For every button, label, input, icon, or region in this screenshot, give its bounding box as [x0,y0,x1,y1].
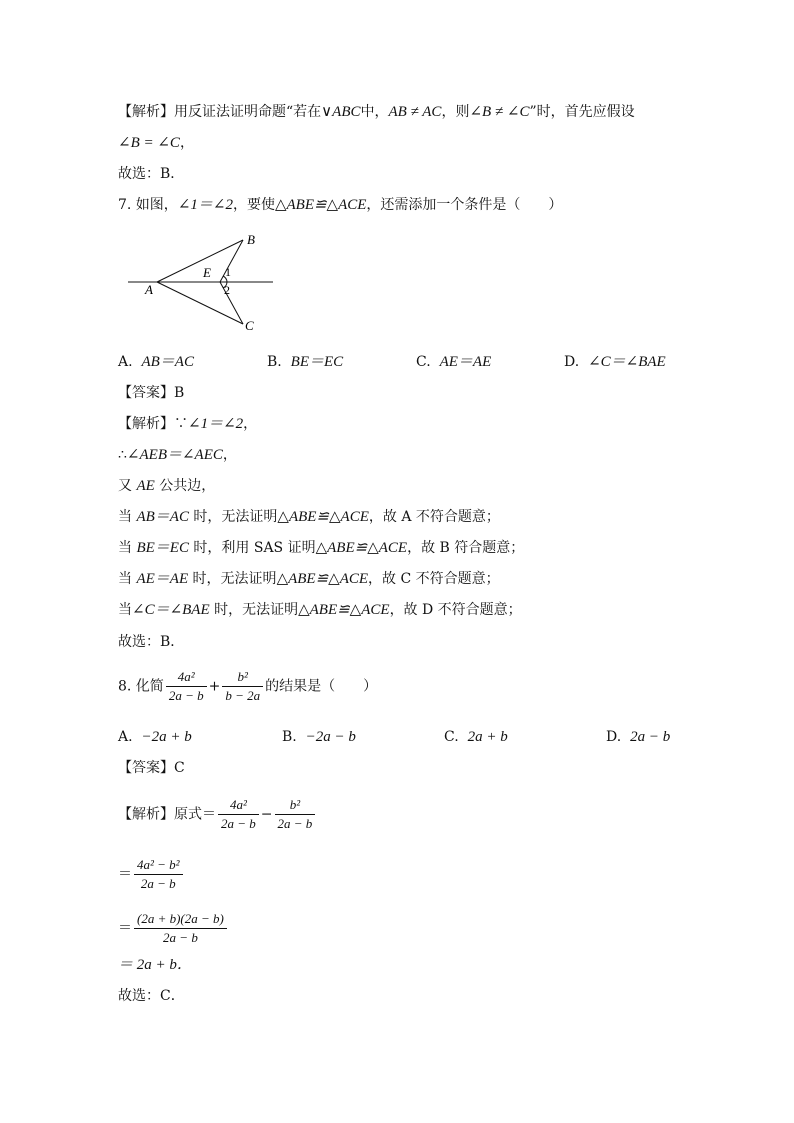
text: 时，无法证明 [209,602,299,618]
label-angle-2: 2 [224,283,230,297]
text: ，故 B 符合题意； [407,540,525,556]
q8-option-a[interactable] [118,727,192,747]
q7-stem [118,195,562,215]
text: 当 [118,540,137,556]
math: ∠AEB＝∠AEC [126,447,223,463]
text: ，则 [441,104,470,120]
text: 【解析】原式＝ [118,806,216,823]
q7-conclusion: 故选：B． [118,634,185,650]
math-inequality: AB ≠ AC [388,104,442,120]
fraction [166,668,207,705]
q8-sol-step1 [118,796,317,833]
denominator: 2a − b [218,814,259,833]
fraction [134,910,227,947]
text: 当 [118,602,132,618]
q7-sol-line [118,538,524,558]
option-letter: A. [118,729,133,745]
option-letter: D. [606,729,622,745]
option-text: −2a + b [141,729,192,745]
text: ， [222,447,237,463]
text: ， [179,135,194,151]
q6-conclusion: 故选：B． [118,166,185,182]
math: ∠C＝∠BAE [132,602,210,618]
q6-analysis-line1 [118,102,635,122]
q8-option-d[interactable] [606,727,670,747]
math: △ABE≌△ACE [276,571,369,587]
q8-answer: 【答案】C [118,760,185,776]
q8-sol-step2 [118,856,185,893]
q7-option-b[interactable] [267,352,343,372]
label-B: B [247,232,255,247]
segment-AC [157,282,243,324]
option-letter: B. [282,729,297,745]
math: AE＝AE [136,571,189,587]
operator: − [260,806,273,823]
numerator: (2a + b)(2a − b) [137,911,224,926]
option-letter: D. [564,354,580,370]
text: 中， [360,104,389,120]
text: ， [243,416,258,432]
text: ，故 D 不符合题意； [389,602,522,618]
text: ∴ [118,447,127,463]
q7-answer: 【答案】B [118,385,185,401]
q8-number: 8. 化简 [118,678,164,695]
fraction [218,796,259,833]
label-E: E [203,265,211,280]
q6-analysis-text: 【解析】用反证法证明命题“若在 [118,104,322,120]
text: 时，无法证明 [188,509,278,525]
label-A: A [145,282,153,297]
q6-analysis-line2 [118,133,194,153]
math: △ABE≌△ACE [277,509,369,525]
math-angle-equality: ∠1＝∠2 [177,197,233,213]
math: △ABE≌△ACE [315,540,408,556]
math: AB＝AC [136,509,189,525]
text: 的结果是（ ） [265,678,378,695]
math: ∠1＝∠2 [188,416,244,432]
text: 当 [118,571,137,587]
text: 时，利用 SAS 证明 [188,540,316,556]
q8-option-b[interactable] [282,727,356,747]
text: 公共边， [154,478,216,494]
text: 【解析】∵ [118,416,188,432]
math: BE＝EC [136,540,189,556]
denominator: b − 2a [222,686,263,705]
equals: ＝ [118,920,132,937]
option-letter: C. [416,354,431,370]
q7-number: 7. 如图， [118,197,178,213]
q7-option-d[interactable] [564,352,666,372]
option-text: AB＝AC [141,354,194,370]
text: ，要使 [232,197,275,213]
option-text: 2a − b [630,729,671,745]
option-letter: C. [444,729,459,745]
q7-sol-line [118,569,500,589]
label-C: C [245,318,254,332]
q7-sol-line [118,600,522,620]
numerator: b² [289,797,301,812]
text: 又 [118,478,137,494]
q7-sol-line [118,507,500,527]
q8-option-c[interactable] [444,727,508,747]
numerator: 4a² [229,797,247,812]
text: 时，无法证明 [188,571,277,587]
q7-option-c[interactable] [416,352,491,372]
text: ，还需添加一个条件是（ ） [366,197,563,213]
q7-sol-line [118,414,257,434]
operator: + [208,678,221,695]
option-text: BE＝EC [290,354,344,370]
text: ，故 A 不符合题意； [368,509,500,525]
q8-conclusion: 故选：C． [118,988,185,1004]
option-text: AE＝AE [439,354,492,370]
math: AE [136,478,155,494]
q7-geometry-figure [125,232,280,332]
q7-option-a[interactable] [118,352,194,372]
text: 当 [118,509,137,525]
option-text: −2a − b [305,729,356,745]
fraction [222,668,263,705]
option-letter: A. [118,354,133,370]
denominator: 2a − b [134,928,227,947]
denominator: 2a − b [134,874,183,893]
numerator: 4a² − b² [137,857,180,872]
fraction [134,856,183,893]
math-angle-equality: ∠B = ∠C [118,135,180,151]
option-text: ∠C＝∠BAE [588,354,666,370]
q8-sol-result: ＝ 2a + b． [118,957,192,973]
denominator: 2a − b [166,686,207,705]
numerator: 4a² [177,669,195,684]
math-triangle: ∨ABC [321,104,361,120]
equals: ＝ [118,866,132,883]
math-angle-inequality: ∠B ≠ ∠C [469,104,530,120]
math-congruence: △ABE≌△ACE [274,197,367,213]
numerator: b² [237,669,248,684]
text: ”时，首先应假设 [529,104,635,120]
math: △ABE≌△ACE [298,602,390,618]
fraction [275,796,316,833]
q7-sol-line [118,445,237,465]
text: ，故 C 不符合题意； [368,571,500,587]
label-angle-1: 1 [225,265,231,279]
denominator: 2a − b [275,814,316,833]
q8-stem [118,668,377,705]
q7-sol-line [118,476,215,496]
option-text: 2a + b [467,729,508,745]
option-letter: B. [267,354,282,370]
q8-sol-step3 [118,910,229,947]
